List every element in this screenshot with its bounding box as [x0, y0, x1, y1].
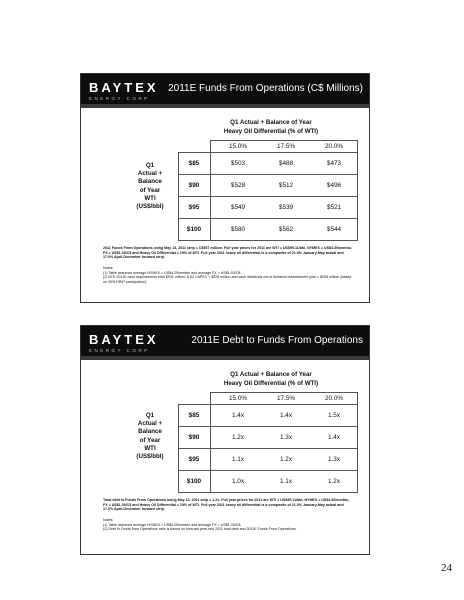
- baytex-logo: [89, 332, 171, 356]
- col-header: 17.5%: [276, 143, 296, 150]
- table-header-line1: Q1 Actual + Balance of Year: [230, 119, 312, 126]
- row-axis-label: Q1 Actual + Balance of Year WTI (US$/bbl): [136, 412, 164, 461]
- table-cell: $580: [230, 226, 246, 233]
- page-number: 24: [441, 562, 452, 574]
- col-header: 20.0%: [324, 395, 344, 402]
- col-header: 20.0%: [324, 143, 344, 150]
- table-cell: 1.2x: [327, 478, 341, 485]
- table-cell: 1.3x: [327, 456, 341, 463]
- sensitivity-table: [178, 140, 358, 240]
- table-cell: $521: [326, 204, 342, 211]
- table-cell: 1.4x: [327, 434, 341, 441]
- table-cell: $512: [278, 182, 294, 189]
- table-cell: 1.4x: [279, 412, 293, 419]
- note-item: (1) Table assumes average NYMEX = US$4.25/mmbtu and average FX = US$1.03/C$.: [103, 522, 242, 527]
- table-cell: $544: [326, 226, 342, 233]
- logo-subtitle: ENERGY CORP: [89, 96, 150, 101]
- footnote: Total debt to Funds From Operations using May 13, 2011 strip = 1.2x. Full year prices for 2011 are WTI = US$99.11/bbl, NYMEX = US$4.30/mmbtu, FX = US$1.03/C$ and Heavy Oil Differential = 19% of WTI. Full year 2011 heavy oil differential is a composite of 21.0% January-May actual and 17.0% April-December forward strip.: [103, 498, 350, 512]
- row-header: $100: [186, 226, 202, 233]
- baytex-logo: [89, 80, 171, 104]
- table-cell: 1.2x: [279, 456, 293, 463]
- table-cell: 1.4x: [231, 412, 245, 419]
- table-cell: 1.5x: [327, 412, 341, 419]
- row-header: $90: [188, 182, 200, 189]
- col-header: 15.0%: [228, 143, 248, 150]
- banner-strip: [81, 356, 369, 360]
- table-cell: 1.0x: [231, 478, 245, 485]
- row-header: $85: [188, 412, 200, 419]
- row-axis-label: Q1 Actual + Balance of Year WTI (US$/bbl): [136, 162, 164, 211]
- table-header-line2: Heavy Oil Differential (% of WTI): [223, 128, 319, 135]
- notes: [103, 518, 353, 532]
- note-item: (2) BTE 2011E cash requirements total $531 million: $ 82 CAPEX + $325 million and cash dividends net of dividend reinvestment plan = $206 million (based on 25% DRIP participation).: [103, 275, 352, 284]
- banner-strip: [81, 104, 369, 108]
- note-item: (1) Table assumes average NYMEX = US$4.25/mmbtu and average FX = US$1.03/C$.: [103, 270, 242, 275]
- table-cell: 1.1x: [231, 456, 245, 463]
- notes-title: Notes:: [103, 266, 114, 270]
- table-cell: 1.3x: [279, 434, 293, 441]
- slide-funds-from-operations: [80, 73, 370, 303]
- table-header-line1: Q1 Actual + Balance of Year: [230, 371, 312, 378]
- slide-title: 2011E Funds From Operations (C$ Millions): [168, 83, 363, 94]
- logo-subtitle: ENERGY CORP: [89, 348, 150, 353]
- row-header: $95: [188, 204, 200, 211]
- table-cell: $528: [230, 182, 246, 189]
- table-header: [171, 370, 370, 388]
- slide-title: 2011E Debt to Funds From Operations: [191, 335, 363, 346]
- row-header: $100: [186, 478, 202, 485]
- row-header: $85: [188, 160, 200, 167]
- notes-title: Notes:: [103, 518, 114, 522]
- table-header-line2: Heavy Oil Differential (% of WTI): [223, 380, 319, 387]
- col-header: 17.5%: [276, 395, 296, 402]
- col-header: 15.0%: [228, 395, 248, 402]
- notes: [103, 266, 353, 284]
- table-cell: $562: [278, 226, 294, 233]
- footnote: 2011 Funds From Operations using May 13, 2011 strip = C$557 million. Full year prices for 2011 are WTI = US$99.11/bbl, NYMEX = US$4.30/mmbtu, FX = US$1.03/C$ and Heavy Oil Differential = 19% of WTI. Full year 2011 heavy oil differential is a composite of 21.0% January-May actual and 17.0% April-December forward strip.: [103, 246, 352, 260]
- logo-wordmark: BAYTEX: [89, 80, 159, 95]
- table-cell: $539: [278, 204, 294, 211]
- logo-wordmark: BAYTEX: [89, 332, 159, 347]
- table-cell: $488: [278, 160, 294, 167]
- table-cell: 1.2x: [231, 434, 245, 441]
- row-header: $90: [188, 434, 200, 441]
- slide-banner: [81, 326, 369, 360]
- table-cell: $473: [326, 160, 342, 167]
- table-cell: $503: [230, 160, 246, 167]
- note-item: (2) Debt to Funds from Operations ratio is based on forecast year-end 2011 total debt and 2011E Funds From Operations.: [103, 527, 297, 532]
- table-cell: 1.1x: [279, 478, 293, 485]
- slide-banner: [81, 74, 369, 108]
- table-cell: $549: [230, 204, 246, 211]
- slide-debt-to-ffo: [80, 325, 370, 555]
- row-header: $95: [188, 456, 200, 463]
- sensitivity-table: [178, 392, 358, 492]
- table-cell: $496: [326, 182, 342, 189]
- table-header: [171, 118, 370, 136]
